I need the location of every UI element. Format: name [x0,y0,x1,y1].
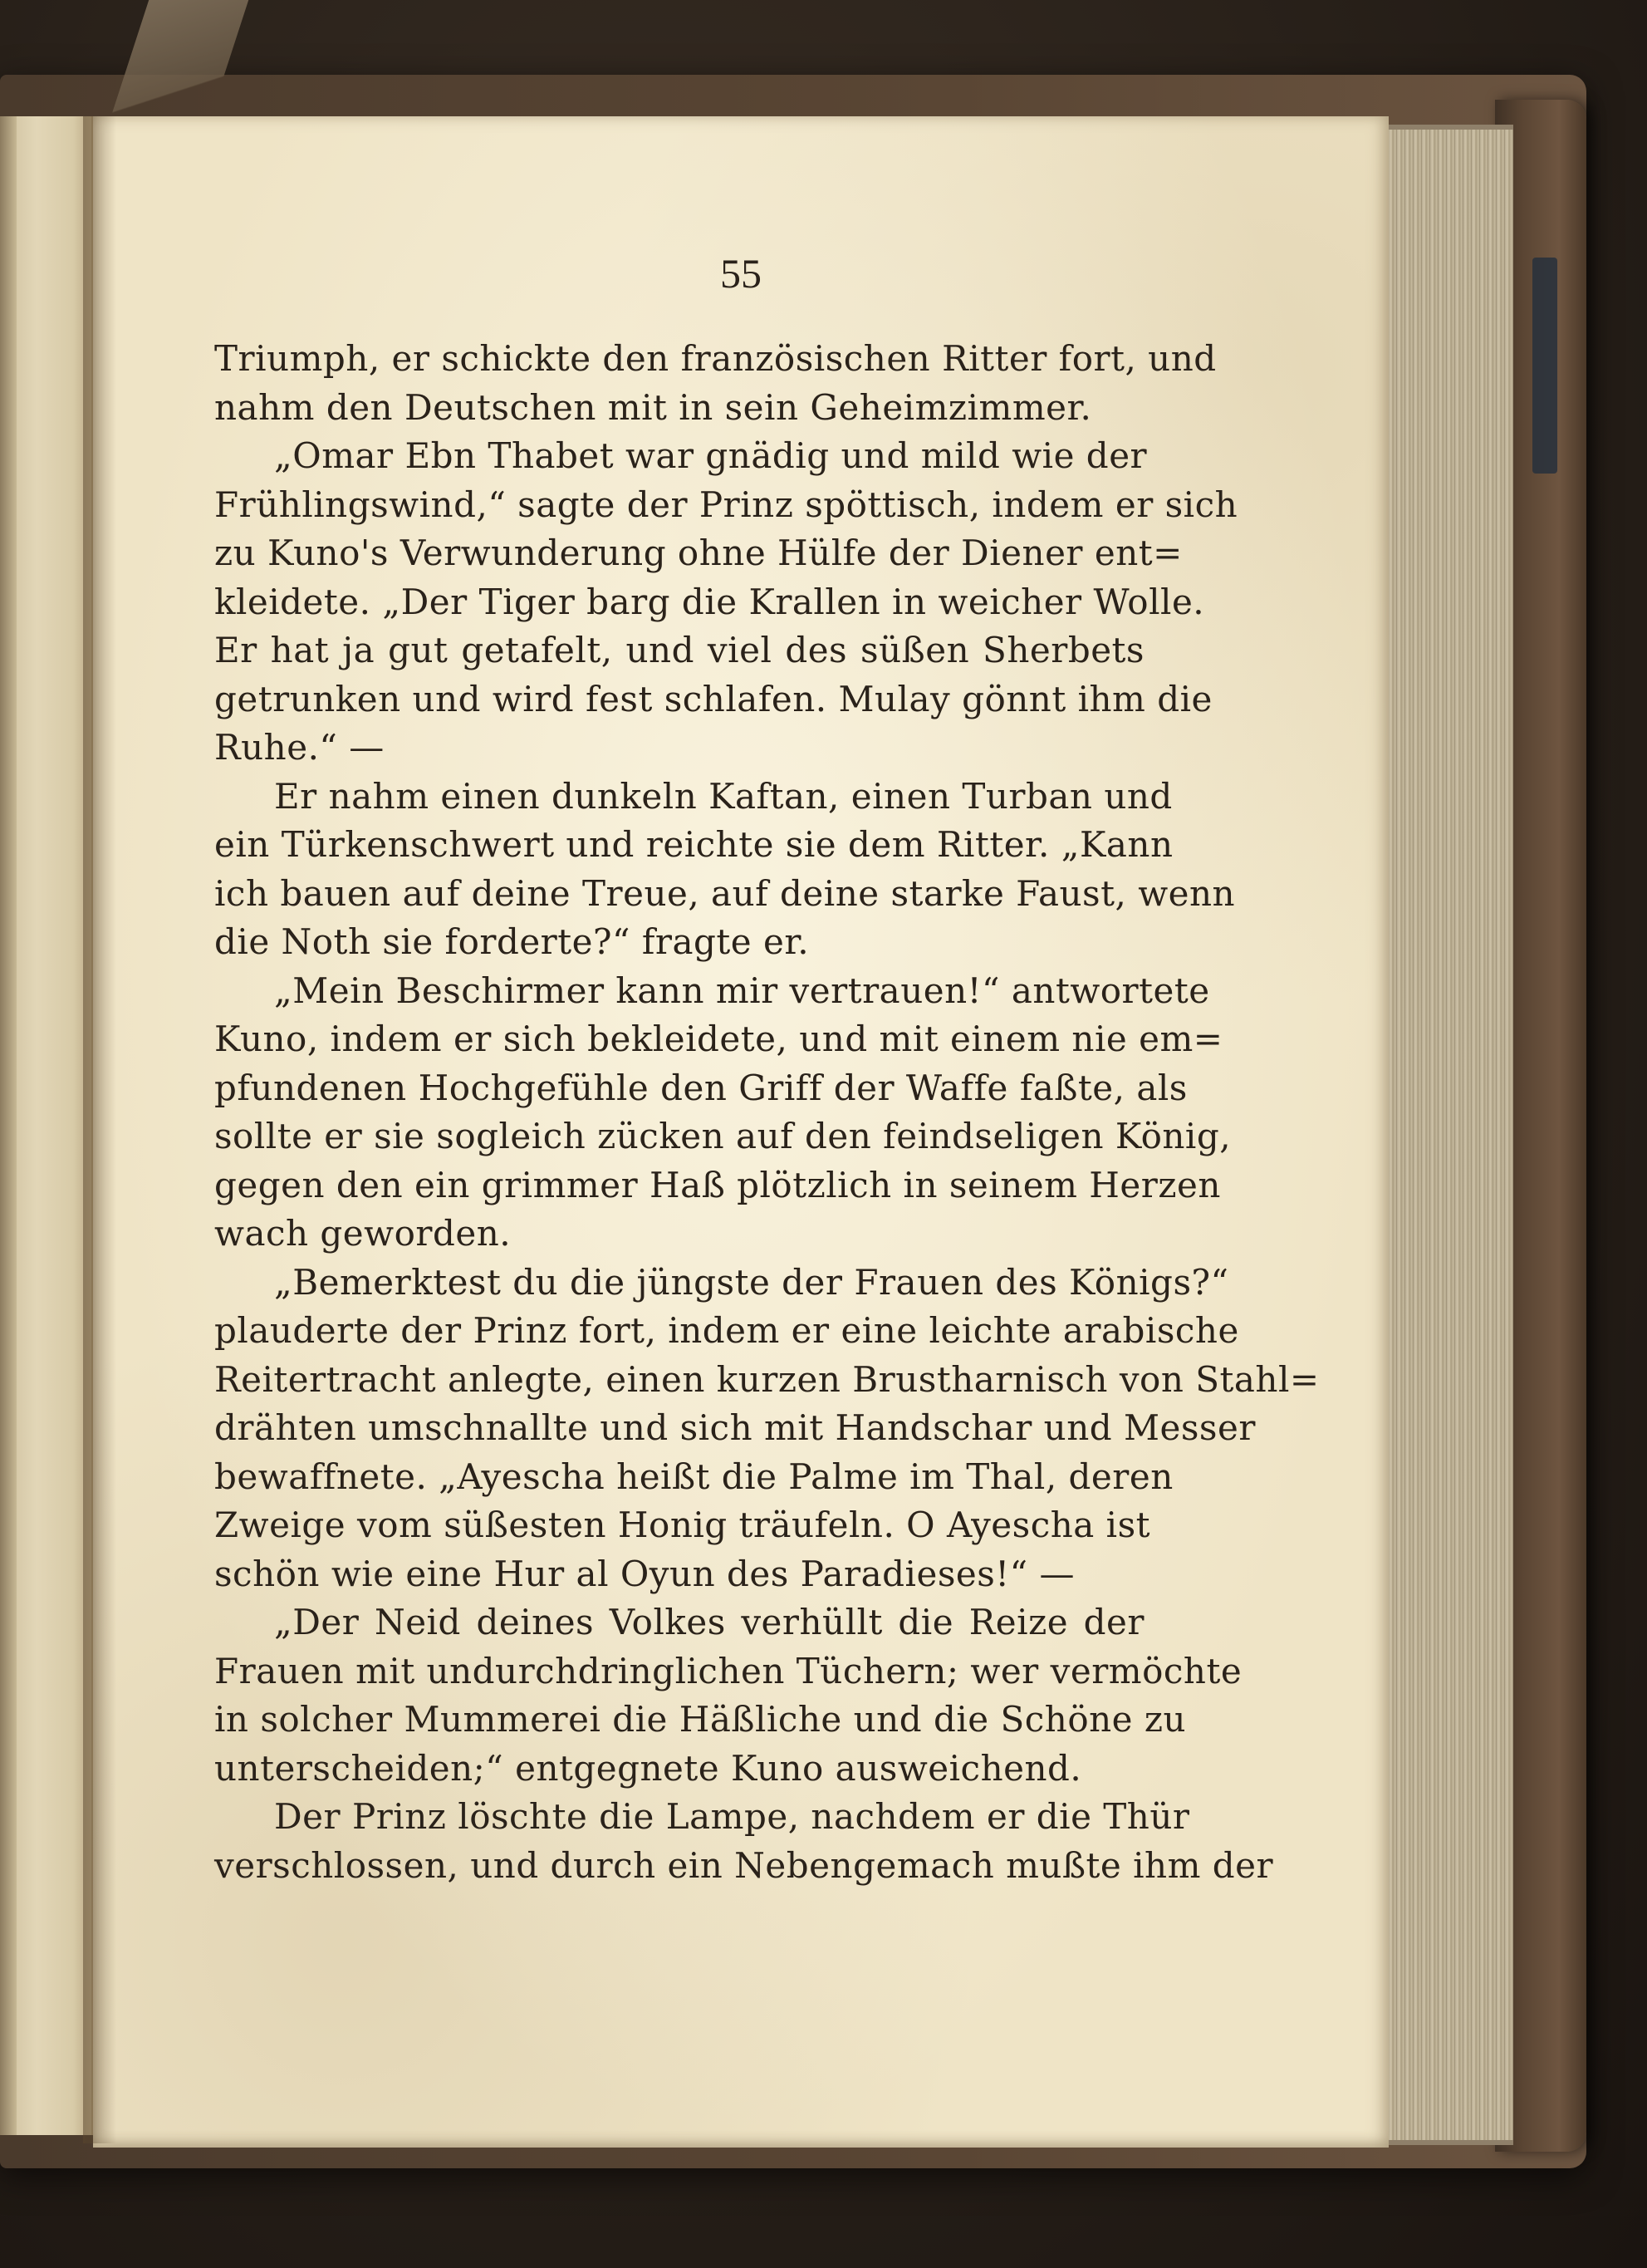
text-line [214,1696,1187,1745]
text-line-content: ich bauen auf deine Treue, auf deine starke Faust, wenn [214,872,1236,914]
text-line-content: wach geworden. [214,1213,512,1254]
text-line-content: Er nahm einen dunkeln Kaftan, einen Turban und [274,775,1173,817]
text-line [214,626,1145,675]
text-line [214,1598,1145,1647]
text-line [214,724,1145,773]
text-line [214,967,1210,1016]
text-line [214,335,1217,384]
text-line-content: unterscheiden;“ entgegnete Kuno ausweichend. [214,1747,1082,1789]
page-text [214,335,1320,1890]
text-line [214,1307,1239,1356]
text-line [214,1647,1243,1696]
text-line-content: pfundenen Hochgefühle den Griff der Waffe faßte, als [214,1067,1188,1108]
text-line-content: Reitertracht anlegte, einen kurzen Brustharnisch von Stahl= [214,1358,1320,1400]
text-line-content: sollte er sie sogleich zücken auf den feindseligen König, [214,1116,1232,1156]
text-line-content: gegen den ein grimmer Haß plötzlich in seinem Herzen [214,1164,1221,1205]
text-line [214,1112,1232,1161]
text-line [214,1453,1174,1502]
gutter-shadow [83,116,116,2143]
text-line-content: „Omar Ebn Thabet war gnädig und mild wie der [274,435,1148,476]
text-line-content: „Bemerktest du die jüngste der Frauen des Königs?“ [274,1261,1229,1303]
text-line-content: Frauen mit undurchdringlichen Tüchern; wer vermöchte [214,1650,1243,1691]
text-line-content: „Der Neid deines Volkes verhüllt die Reize der [274,1602,1145,1642]
text-line-content: plauderte der Prinz fort, indem er eine leichte arabische [214,1310,1239,1351]
text-line [214,432,1148,481]
text-line [214,1015,1223,1064]
text-line [214,1745,1145,1794]
text-line [214,481,1238,530]
text-line-content: nahm den Deutschen mit in sein Geheimzimmer. [214,386,1092,428]
text-line [214,821,1174,870]
text-line [214,918,1145,967]
text-line-content: die Noth sie forderte?“ fragte er. [214,921,810,962]
text-line [214,1064,1188,1113]
text-line-content: schön wie eine Hur al Oyun des Paradieses!“ — [214,1553,1075,1594]
text-line-content: drähten umschnallte und sich mit Handschar und Messer [214,1407,1256,1448]
text-line-content: zu Kuno's Verwunderung ohne Hülfe der Diener ent= [214,533,1183,573]
text-line-content: Er hat ja gut getafelt, und viel des süßen Sherbets [214,630,1145,670]
page-number: 55 [720,250,762,297]
text-line-content: ein Türkenschwert und reichte sie dem Ritter. „Kann [214,824,1174,865]
text-line-content: verschlossen, und durch ein Nebengemach mußte ihm der [214,1844,1274,1886]
text-line [214,529,1183,578]
text-line [214,1550,1145,1599]
text-line [214,1793,1190,1842]
text-line [214,1259,1229,1308]
cover-mark [1532,258,1557,474]
text-line-content: Der Prinz löschte die Lampe, nachdem er die Thür [274,1796,1190,1837]
text-line-content: Triumph, er schickte den französischen Ritter fort, und [214,338,1217,379]
text-line-content: Zweige vom süßesten Honig träufeln. O Ayescha ist [214,1505,1151,1545]
text-line [214,1404,1256,1453]
text-line-content: „Mein Beschirmer kann mir vertrauen!“ antwortete [274,970,1210,1011]
text-line [214,1501,1151,1550]
text-line [214,1161,1221,1210]
previous-page-edge [0,116,17,2135]
text-line [214,675,1213,724]
text-line [214,578,1205,627]
text-line-content: in solcher Mummerei die Häßliche und die Schöne zu [214,1699,1187,1740]
text-line-content: getrunken und wird fest schlafen. Mulay gönnt ihm die [214,678,1213,719]
text-line [214,1842,1274,1891]
text-line [214,384,1145,433]
text-line [214,1356,1320,1405]
text-line [214,870,1236,919]
page-stack-edges [1389,125,1513,2145]
text-line [214,773,1173,822]
text-line [214,1210,1145,1259]
text-line-content: Frühlingswind,“ sagte der Prinz spöttisch, indem er sich [214,484,1238,525]
text-line-content: Ruhe.“ — [214,727,385,768]
text-line-content: Kuno, indem er sich bekleidete, und mit einem nie em= [214,1019,1223,1059]
text-line-content: kleidete. „Der Tiger barg die Krallen in weicher Wolle. [214,581,1205,622]
text-line-content: bewaffnete. „Ayescha heißt die Palme im Thal, deren [214,1456,1174,1497]
